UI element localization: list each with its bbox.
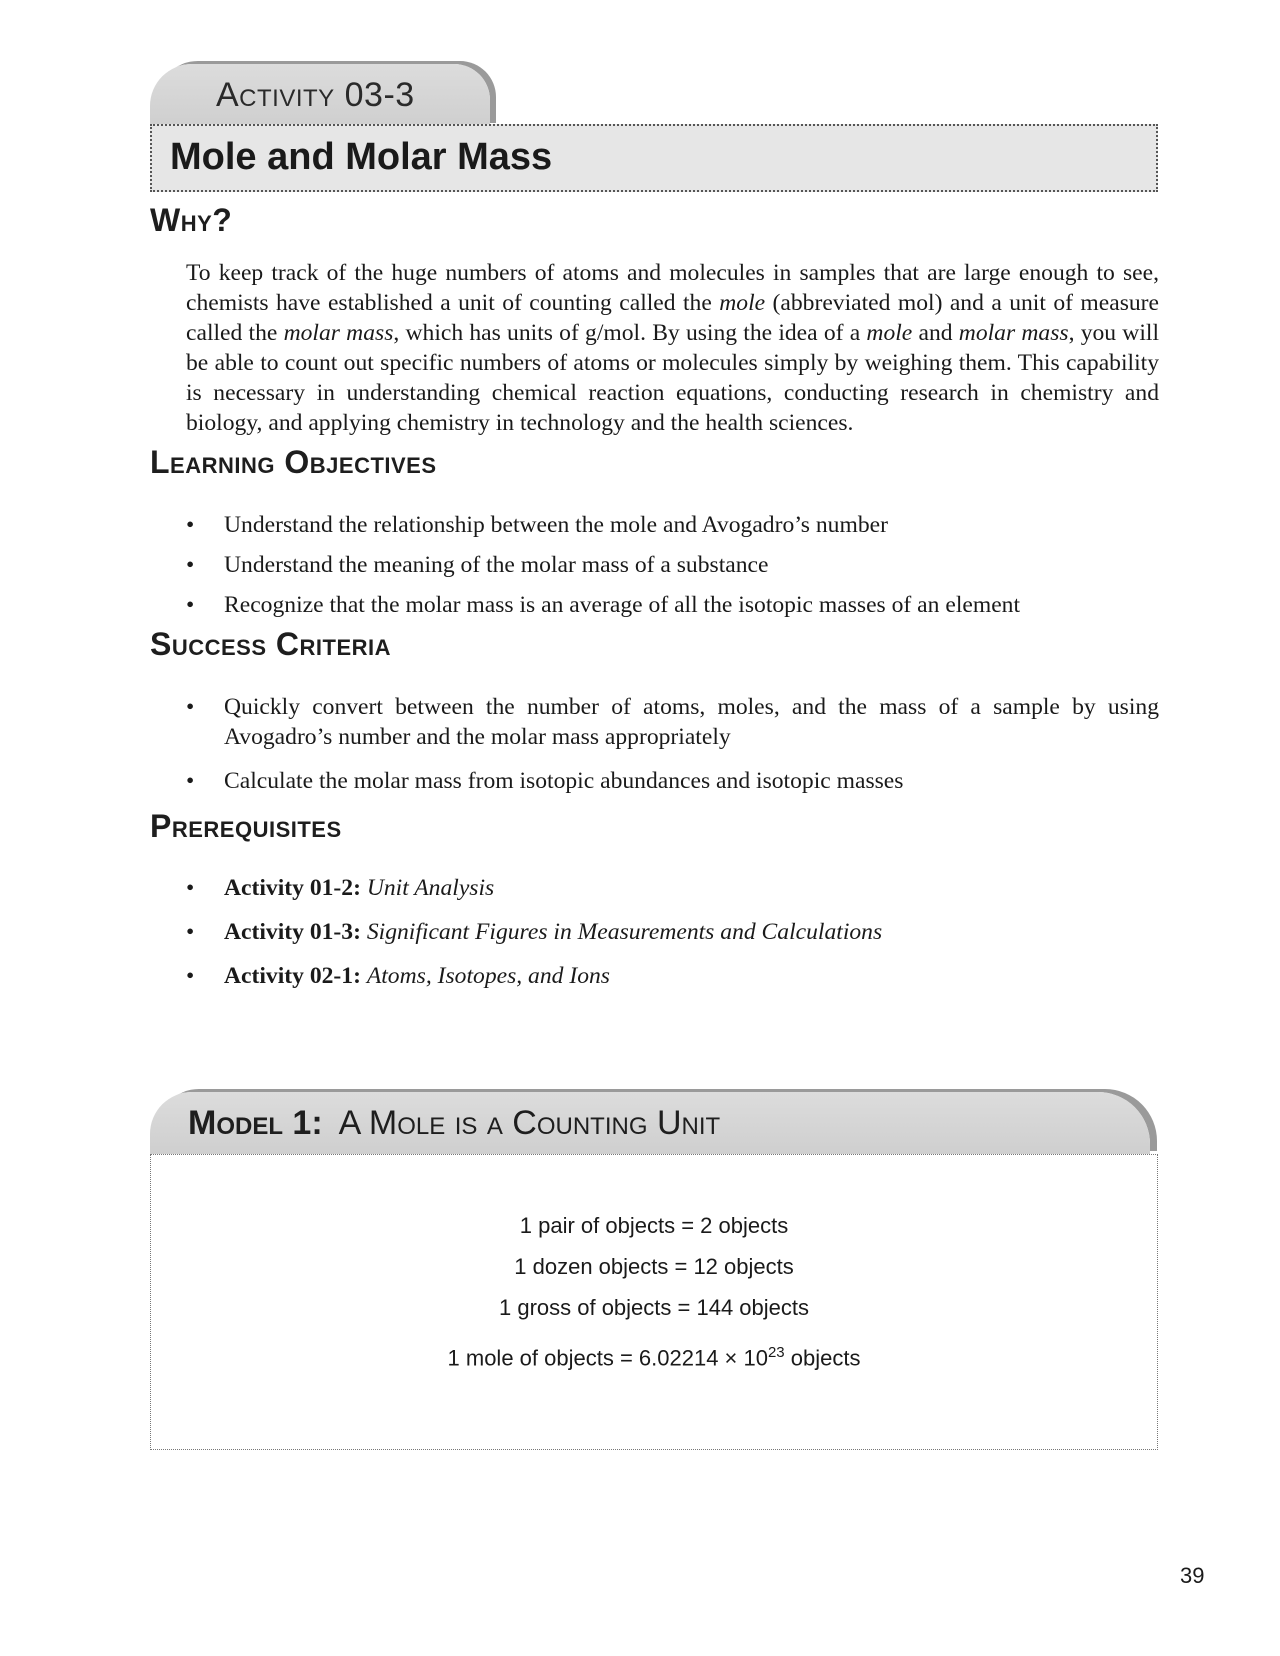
activity-label: Activity 03-3 <box>216 76 415 114</box>
model-content <box>151 1205 1157 1373</box>
success-criteria-list <box>186 692 1159 796</box>
list-item <box>186 873 1159 903</box>
bullet-icon: • <box>186 592 195 618</box>
mole-line-prefix: 1 mole of objects = 6.02214 × 10 <box>447 1345 768 1371</box>
why-paragraph <box>186 258 1159 438</box>
prerequisite-title: Unit Analysis <box>366 875 495 901</box>
list-item <box>186 961 1159 991</box>
model-line-dozen: 1 dozen objects = 12 objects <box>514 1254 794 1279</box>
list-item <box>186 917 1159 947</box>
learning-objectives-heading: Learning Objectives <box>150 444 437 480</box>
criterion-text: Calculate the molar mass from isotopic abundances and isotopic masses <box>224 768 904 794</box>
model-line-mole <box>151 1332 1157 1373</box>
why-text-4: and <box>912 320 959 346</box>
bullet-icon: • <box>186 694 195 720</box>
model-number: Model 1: <box>188 1104 323 1142</box>
prerequisite-code: Activity 01-2: <box>224 875 361 901</box>
learning-objectives-list <box>186 510 1159 620</box>
mole-line-suffix: objects <box>784 1345 861 1371</box>
why-text-2: (abbreviated mol) and a unit of measure called the <box>186 290 1160 346</box>
list-item <box>186 692 1159 752</box>
list-item <box>186 550 1159 580</box>
list-item <box>186 510 1159 540</box>
page-title: Mole and Molar Mass <box>170 136 553 178</box>
model-box <box>150 1154 1158 1450</box>
why-term-mole-1: mole <box>719 290 766 316</box>
why-term-molar-mass-1: molar mass <box>283 320 394 346</box>
why-text-1: To keep track of the huge numbers of atoms and molecules in samples that are large enough to see, chemists have established a unit of counting called the <box>186 260 1159 316</box>
prerequisite-code: Activity 02-1: <box>224 963 361 989</box>
mole-line-exponent: 23 <box>767 1344 785 1361</box>
bullet-icon: • <box>186 963 195 989</box>
model-line-gross: 1 gross of objects = 144 objects <box>498 1295 810 1320</box>
page-number: 39 <box>1180 1563 1205 1588</box>
prerequisite-title: Atoms, Isotopes, and Ions <box>366 963 610 989</box>
model-heading <box>188 1104 720 1143</box>
why-term-mole-2: mole <box>866 320 913 346</box>
prerequisites-heading: Prerequisites <box>150 808 342 844</box>
bullet-icon: • <box>186 512 195 538</box>
bullet-icon: • <box>186 919 195 945</box>
objective-text: Understand the relationship between the mole and Avogadro’s number <box>224 512 888 538</box>
prerequisite-title: Significant Figures in Measurements and Calculations <box>366 919 883 945</box>
activity-tab <box>150 64 490 126</box>
objective-text: Recognize that the molar mass is an average of all the isotopic masses of an element <box>224 592 1021 618</box>
criterion-text: Quickly convert between the number of atoms, moles, and the mass of a sample by using Avogadro’s number and the molar mass appropriately <box>224 694 1159 750</box>
title-box <box>150 124 1158 192</box>
model-title: A Mole is a Counting Unit <box>338 1104 721 1142</box>
why-term-molar-mass-2: molar mass <box>958 320 1069 346</box>
bullet-icon: • <box>186 552 195 578</box>
bullet-icon: • <box>186 875 195 901</box>
prerequisites-list <box>186 873 1159 991</box>
why-text-3: , which has units of g/mol. By using the idea of a <box>393 320 867 346</box>
success-criteria-heading: Success Criteria <box>150 626 392 662</box>
model-tab <box>150 1092 1150 1154</box>
why-text-5: , you will be able to count out specific numbers of atoms or molecules simply by weighing them. This capability is necessary in understanding chemical reaction equations, conducting research in chemistry and biology, and applying chemistry in technology and the health sciences. <box>186 320 1160 436</box>
bullet-icon: • <box>186 768 195 794</box>
list-item <box>186 766 1159 796</box>
prerequisite-code: Activity 01-3: <box>224 919 361 945</box>
why-heading: Why? <box>150 202 233 238</box>
objective-text: Understand the meaning of the molar mass of a substance <box>224 552 769 578</box>
list-item <box>186 590 1159 620</box>
model-line-pair: 1 pair of objects = 2 objects <box>519 1213 789 1238</box>
